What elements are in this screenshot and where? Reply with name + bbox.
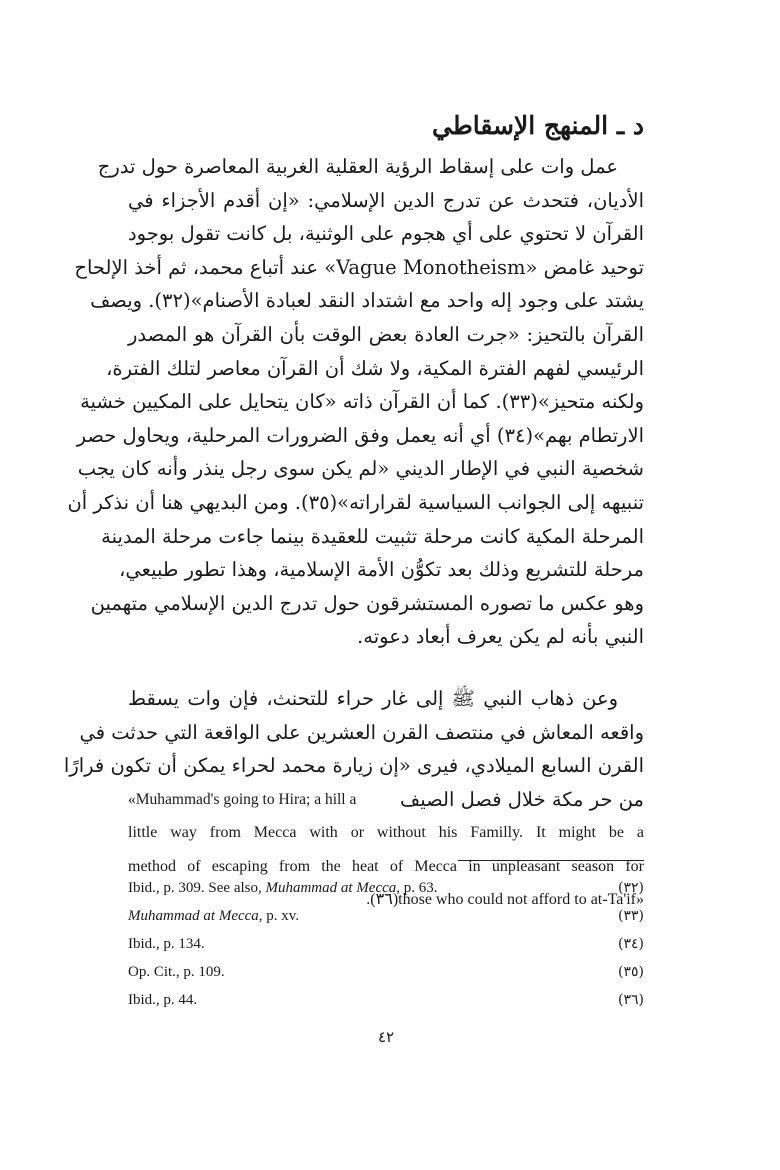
mixed-line-arabic: من حر مكة خلال فصل الصيف	[400, 787, 644, 811]
footnote-number: (٣٢)	[618, 880, 644, 896]
paragraph-line: تنبيهه إلى الجوانب السياسية لقراراته»(٣٥). ومن البديهي هنا أن نذكر أن	[67, 490, 644, 514]
footnote-divider	[458, 860, 644, 861]
footnote-item	[128, 902, 644, 930]
paragraph-line: الأديان، فتحدث عن تدرج الدين الإسلامي: «إن أقدم الأجزاء في	[128, 188, 644, 212]
footnote-text: Ibid., p. 44.	[128, 992, 198, 1008]
paragraph-line: القرآن بالتحيز: «جرت العادة بعض الوقت بأن القرآن هو المصدر	[128, 322, 644, 346]
paragraph-line: شخصية النبي في الإطار الديني «لم يكن سوى رجل ينذر وأنه كان يجب	[77, 457, 644, 481]
paragraph-line: وعن ذهاب النبي ﷺ إلى غار حراء للتحنث، فإن وات يسقط	[128, 686, 618, 710]
footnote-text: Op. Cit., p. 109.	[128, 964, 225, 980]
footnote-text: Muhammad at Mecca, p. xv.	[128, 908, 300, 924]
paragraph-1	[67, 150, 644, 654]
page-number: ٤٢	[377, 1028, 395, 1046]
footnote-number: (٣٤)	[618, 936, 644, 952]
paragraph-line: القرآن لا تحتوي على أي هجوم على الوثنية، بل كانت تقول بوجود	[128, 222, 644, 246]
paragraph-line: يشتد على وجود إله واحد مع اشتداد النقد لعبادة الأصنام»(٣٢). ويصف	[90, 289, 644, 313]
paragraph-line: المرحلة المكية كانت مرحلة تثبيت للعقيدة بينما جاءت مرحلة المدينة	[101, 524, 644, 548]
mixed-line-english: «Muhammad's going to Hira; a hill a	[128, 790, 357, 808]
footnote-number: (٣٦)	[618, 992, 644, 1008]
footnote-item	[128, 874, 644, 902]
paragraph-line: وهو عكس ما تصوره المستشرقون حول تدرج الدين الإسلامي متهمين	[90, 591, 644, 615]
english-quote-line: .(٣٦)those who could not afford to at-Ta'if»	[366, 891, 644, 909]
section-heading: د ـ المنهج الإسقاطي	[432, 111, 644, 140]
paragraph-line: الرئيسي لفهم الفترة المكية، ولا شك أن القرآن معاصر لتلك الفترة،	[106, 356, 644, 380]
footnote-item	[128, 930, 644, 958]
paragraph-line: ولكنه متحيز»(٣٣). كما أن القرآن ذاته «كان يتحايل على المكيين خشية	[80, 390, 644, 414]
paragraph-line: القرن السابع الميلادي، فيرى «إن زيارة محمد لحراء يمكن أن تكون فرارًا	[63, 754, 644, 778]
footnote-text: Ibid., p. 309. See also, Muhammad at Mecca, p. 63.	[128, 880, 438, 896]
english-quote-line: little way from Mecca with or without his Familly. It might be a	[128, 824, 644, 842]
footnote-item	[128, 958, 644, 986]
footnote-number: (٣٣)	[618, 908, 644, 924]
paragraph-line: عمل وات على إسقاط الرؤية العقلية الغربية المعاصرة حول تدرج	[97, 155, 618, 178]
english-quote-line: method of escaping from the heat of Mecca in unpleasant season for	[128, 857, 644, 875]
paragraph-line: الارتطام بهم»(٣٤) أي أنه يعمل وفق الضرورات المرحلية، ويحاول حصر	[76, 423, 644, 447]
footnotes	[128, 874, 644, 1014]
footnote-text: Ibid., p. 134.	[128, 936, 205, 952]
paragraph-line: توحيد غامض «Vague Monotheism» عند أتباع محمد، ثم أخذ الإلحاح	[74, 255, 644, 279]
footnote-number: (٣٥)	[618, 964, 644, 980]
page-body	[63, 108, 644, 1046]
paragraph-line: واقعه المعاش في منتصف القرن العشرين على الواقعة التي حدثت في	[79, 720, 644, 744]
footnote-item	[128, 986, 644, 1014]
paragraph-line: النبي بأنه لم يكن يعرف أبعاد دعوته.	[357, 625, 644, 649]
paragraph-line: مرحلة للتشريع وذلك بعد تكوُّن الأمة الإسلامية، وهذا تطور طبيعي،	[119, 558, 644, 582]
mixed-language-line	[128, 783, 644, 817]
